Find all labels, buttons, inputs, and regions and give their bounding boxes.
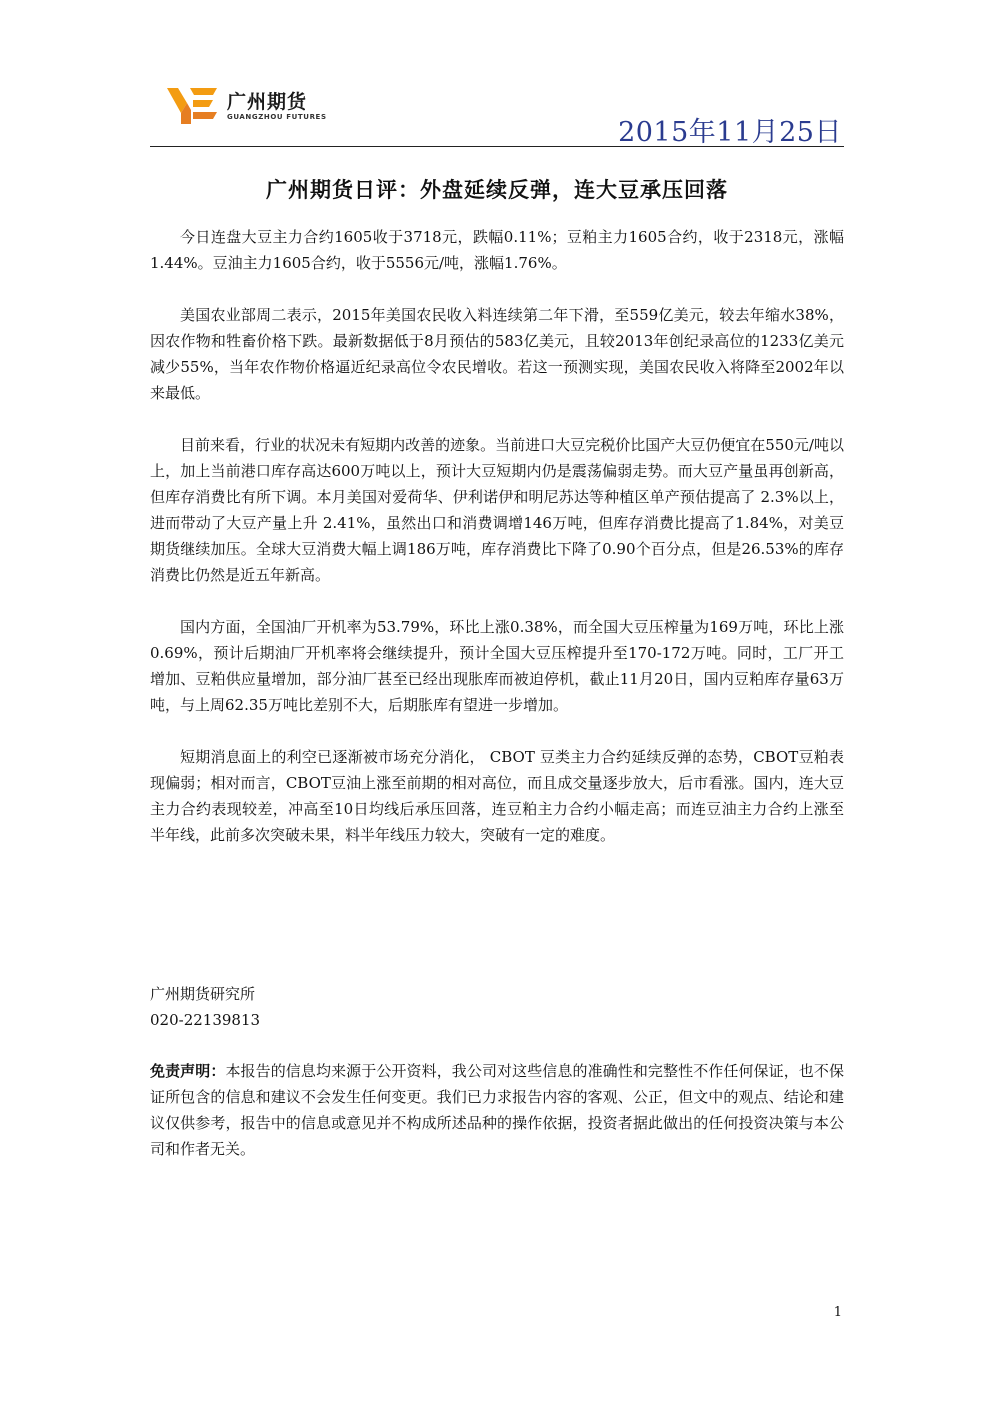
signature-block	[150, 981, 260, 1033]
research-institute: 广州期货研究所	[150, 985, 256, 1003]
contact-phone: 020-22139813	[150, 1011, 261, 1029]
disclaimer	[150, 1058, 844, 1162]
paragraph-usda-farm-income: 美国农业部周二表示，2015年美国农民收入料连续第二年下滑，至559亿美元，较去年缩水38%，因农作物和牲畜价格下跌。最新数据低于8月预估的583亿美元，且较2013年创纪录高位的1233亿美元减少55%，当年农作物价格逼近纪录高位令农民增收。若这一预测实现，美国农民收入将降至2002年以来最低。	[150, 306, 844, 402]
paragraph-market-summary: 短期消息面上的利空已逐渐被市场充分消化， CBOT 豆类主力合约延续反弹的态势，CBOT豆粕表现偏弱；相对而言，CBOT豆油上涨至前期的相对高位，而且成交量逐步放大，后市看涨。国内，连大豆主力合约表现较差，冲高至10日均线后承压回落，连豆粕主力合约小幅走高；而连豆油主力合约上涨至半年线，此前多次突破未果，料半年线压力较大，突破有一定的难度。	[150, 748, 844, 844]
report-date: 2015年11月25日	[618, 117, 842, 148]
report-title: 广州期货日评：外盘延续反弹，连大豆承压回落	[266, 177, 728, 203]
paragraph-industry-outlook: 目前来看，行业的状况未有短期内改善的迹象。当前进口大豆完税价比国产大豆仍便宜在550元/吨以上，加上当前港口库存高达600万吨以上，预计大豆短期内仍是震荡偏弱走势。而大豆产量虽再创新高，但库存消费比有所下调。本月美国对爱荷华、伊利诺伊和明尼苏达等种植区单产预估提高了 2.3%以上，进而带动了大豆产量上升 2.41%，虽然出口和消费调增146万吨，但库存消费比提高了1.84%，对美豆期货继续加压。全球大豆消费大幅上调186万吨，库存消费比下降了0.90个百分点，但是26.53%的库存消费比仍然是近五年新高。	[150, 436, 844, 584]
report-body	[150, 224, 844, 874]
disclaimer-label: 免责声明：	[150, 1062, 226, 1080]
paragraph-market-close: 今日连盘大豆主力合约1605收于3718元，跌幅0.11%；豆粕主力1605合约，收于2318元，涨幅1.44%。豆油主力1605合约，收于5556元/吨，涨幅1.76%。	[150, 228, 844, 272]
company-logo	[167, 86, 327, 126]
logo-chinese-name: 广州期货	[227, 90, 308, 113]
paragraph-domestic-crush: 国内方面，全国油厂开机率为53.79%，环比上涨0.38%，而全国大豆压榨量为169万吨，环比上涨0.69%，预计后期油厂开机率将会继续提升，预计全国大豆压榨提升至170-172万吨。同时，工厂开工增加、豆粕供应量增加，部分油厂甚至已经出现胀库而被迫停机，截止11月20日，国内豆粕库存量63万吨，与上周62.35万吨比差别不大，后期胀库有望进一步增加。	[150, 618, 844, 714]
company-logo-icon	[167, 86, 219, 126]
disclaimer-text: 本报告的信息均来源于公开资料，我公司对这些信息的准确性和完整性不作任何保证，也不保证所包含的信息和建议不会发生任何变更。我们已力求报告内容的客观、公正，但文中的观点、结论和建议仅供参考，报告中的信息或意见并不构成所述品种的操作依据，投资者据此做出的任何投资决策与本公司和作者无关。	[150, 1062, 844, 1158]
logo-english-name: GUANGZHOU FUTURES	[227, 112, 327, 121]
header-divider	[150, 146, 844, 147]
page-number: 1	[833, 1305, 842, 1320]
